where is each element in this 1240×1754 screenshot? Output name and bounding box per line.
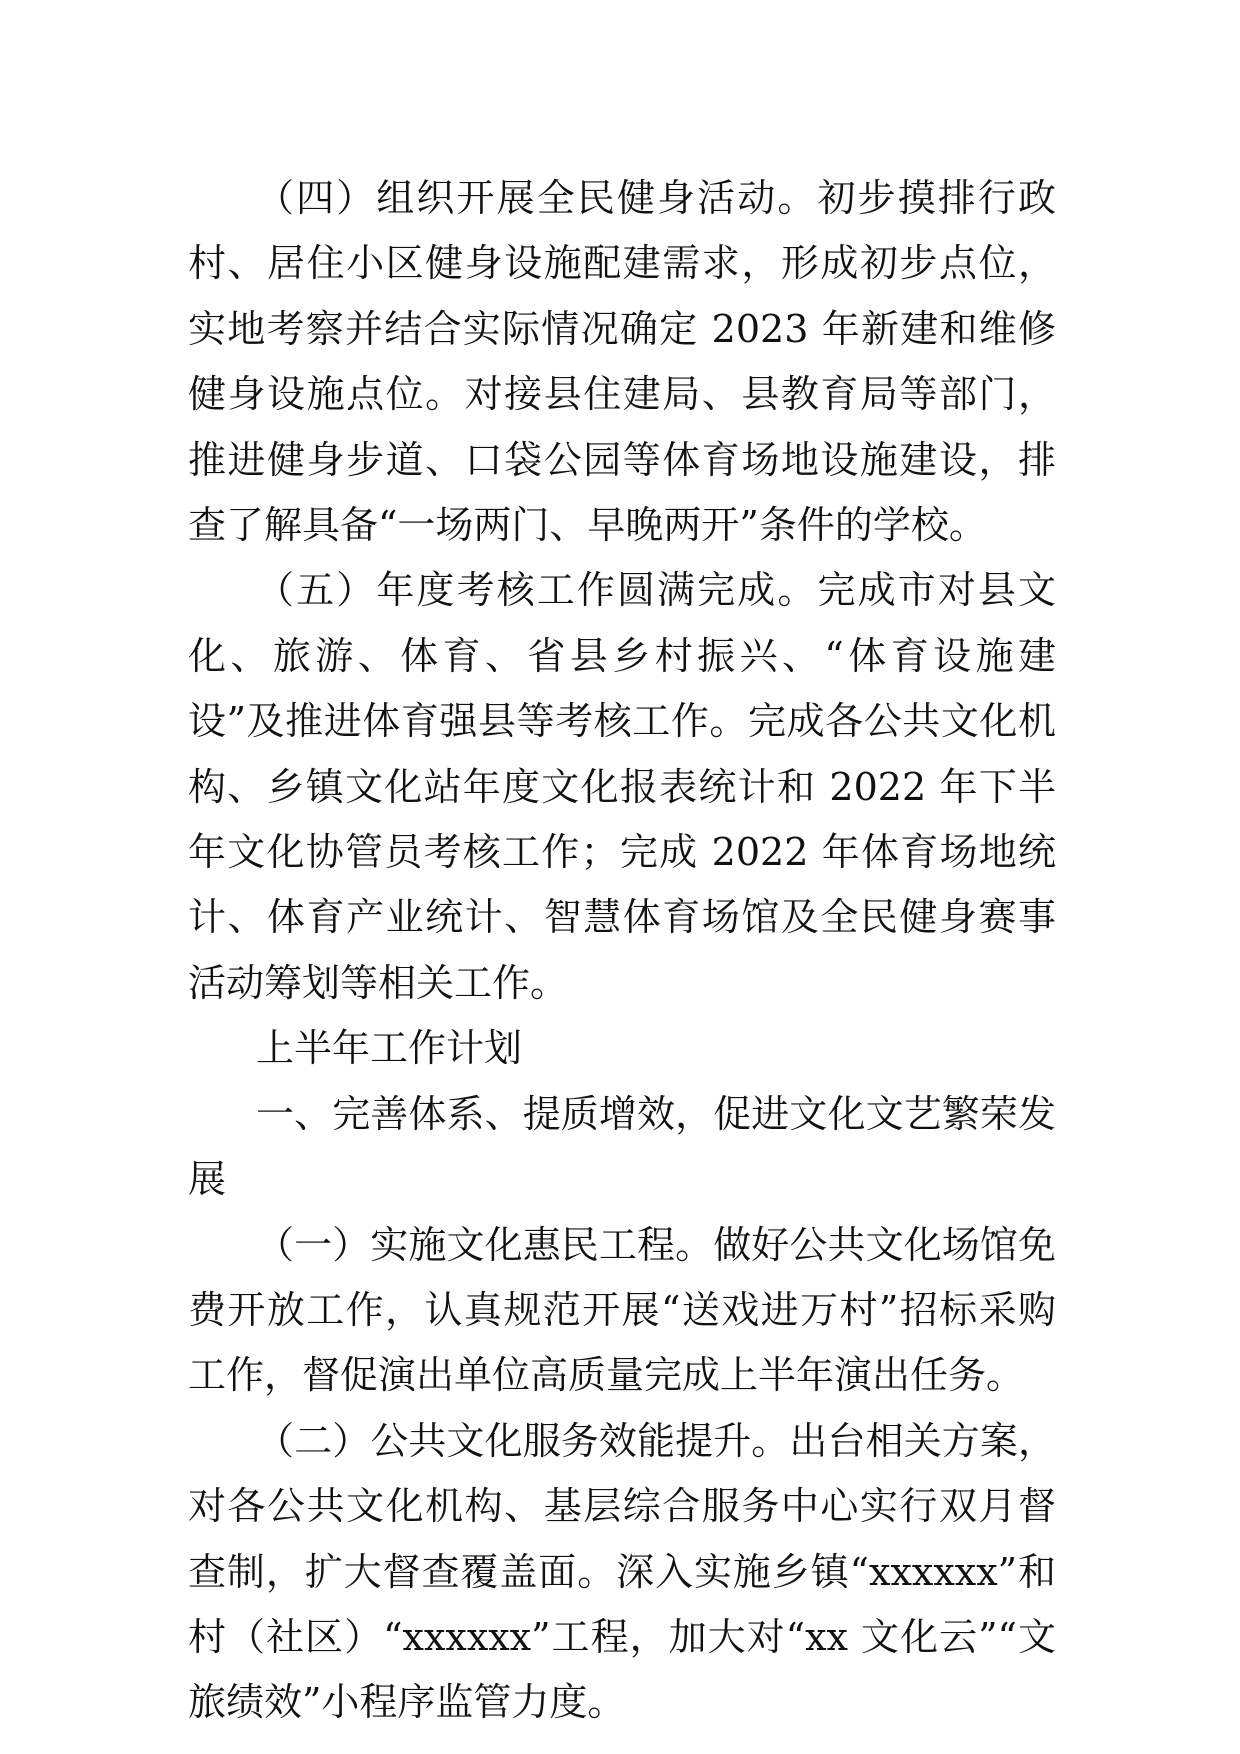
- paragraph-cultural-benefit-project: （一）实施文化惠民工程。做好公共文化场馆免费开放工作，认真规范开展“送戏进万村”招标采购工作，督促演出单位高质量完成上半年演出任务。: [188, 1222, 1056, 1398]
- paragraph-fitness-activities: （四）组织开展全民健身活动。初步摸排行政村、居住小区健身设施配建需求，形成初步点位，实地考察并结合实际情况确定 2023 年新建和维修健身设施点位。对接县住建局、县教育局等部门，推进健身步道、口袋公园等体育场地设施建设，排查了解具备“一场两门、早晚两开”条件的学校。: [188, 176, 1056, 548]
- paragraph-public-culture-service: （二）公共文化服务效能提升。出台相关方案，对各公共文化机构、基层综合服务中心实行双月督查制，扩大督查覆盖面。深入实施乡镇“xxxxxx”和村（社区）“xxxxxx”工程，加大对“xx 文化云”“文旅绩效”小程序监管力度。: [188, 1418, 1056, 1725]
- document-page: [188, 166, 1056, 1736]
- paragraph-annual-assessment: （五）年度考核工作圆满完成。完成市对县文化、旅游、体育、省县乡村振兴、“体育设施建设”及推进体育强县等考核工作。完成各公共文化机构、乡镇文化站年度文化报表统计和 2022 年下半年文化协管员考核工作；完成 2022 年体育场地统计、体育产业统计、智慧体育场馆及全民健身赛事活动筹划等相关工作。: [188, 568, 1056, 1005]
- section-title: 上半年工作计划: [256, 1026, 523, 1071]
- subsection-title: 一、完善体系、提质增效，促进文化文艺繁荣发展: [188, 1091, 1056, 1202]
